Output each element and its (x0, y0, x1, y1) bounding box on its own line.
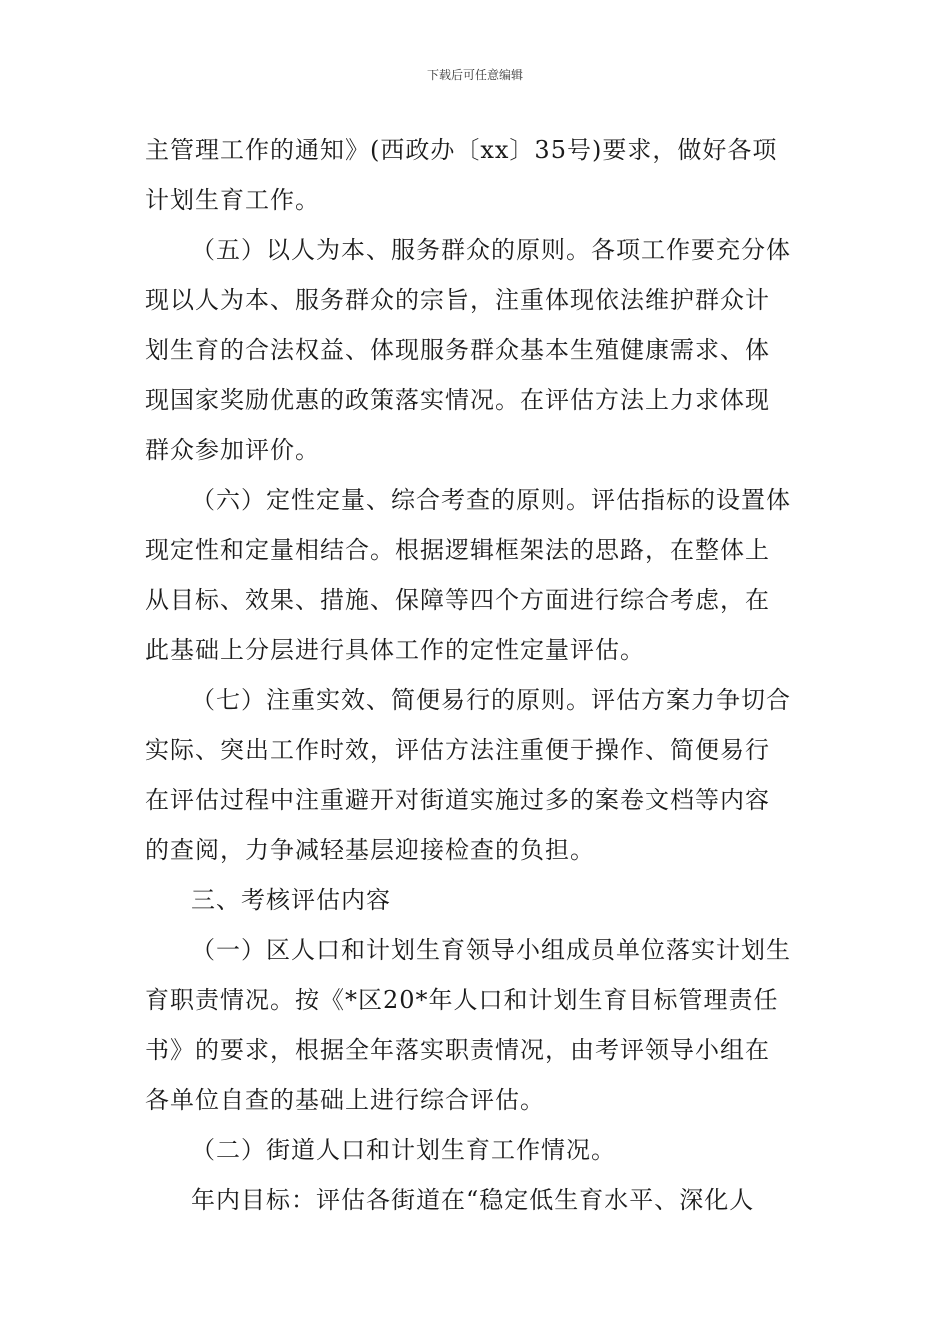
text-line: （七）注重实效、简便易行的原则。评估方案力争切合 (191, 686, 791, 714)
text-line: 计划生育工作。 (145, 186, 320, 214)
text-line: 划生育的合法权益、体现服务群众基本生殖健康需求、体 (145, 336, 770, 364)
text-line: 现以人为本、服务群众的宗旨，注重体现依法维护群众计 (145, 286, 770, 314)
text-line: 育职责情况。按《*区20*年人口和计划生育目标管理责任 (145, 986, 779, 1014)
text-line: （二）街道人口和计划生育工作情况。 (191, 1136, 616, 1164)
text-line: 现定性和定量相结合。根据逻辑框架法的思路，在整体上 (145, 536, 770, 564)
text-line: 各单位自查的基础上进行综合评估。 (145, 1086, 545, 1114)
text-line: 书》的要求，根据全年落实职责情况，由考评领导小组在 (145, 1036, 770, 1064)
text-line: 年内目标：评估各街道在“稳定低生育水平、深化人 (191, 1186, 755, 1214)
text-line: 现国家奖励优惠的政策落实情况。在评估方法上力求体现 (145, 386, 770, 414)
text-line: （五）以人为本、服务群众的原则。各项工作要充分体 (191, 236, 791, 264)
text-line: 在评估过程中注重避开对街道实施过多的案卷文档等内容 (145, 786, 770, 814)
text-line: 群众参加评价。 (145, 436, 320, 464)
section-heading: 三、考核评估内容 (191, 886, 391, 914)
page-header: 下载后可任意编辑 (426, 68, 523, 82)
text-line: 实际、突出工作时效，评估方法注重便于操作、简便易行 (145, 736, 770, 764)
text-line: 从目标、效果、措施、保障等四个方面进行综合考虑，在 (145, 586, 770, 614)
text-line: （六）定性定量、综合考查的原则。评估指标的设置体 (191, 486, 791, 514)
text-line: 的查阅，力争减轻基层迎接检查的负担。 (145, 836, 595, 864)
text-line: 主管理工作的通知》(西政办〔xx〕35号)要求，做好各项 (145, 136, 778, 164)
text-line: （一）区人口和计划生育领导小组成员单位落实计划生 (191, 936, 791, 964)
text-line: 此基础上分层进行具体工作的定性定量评估。 (145, 636, 645, 664)
